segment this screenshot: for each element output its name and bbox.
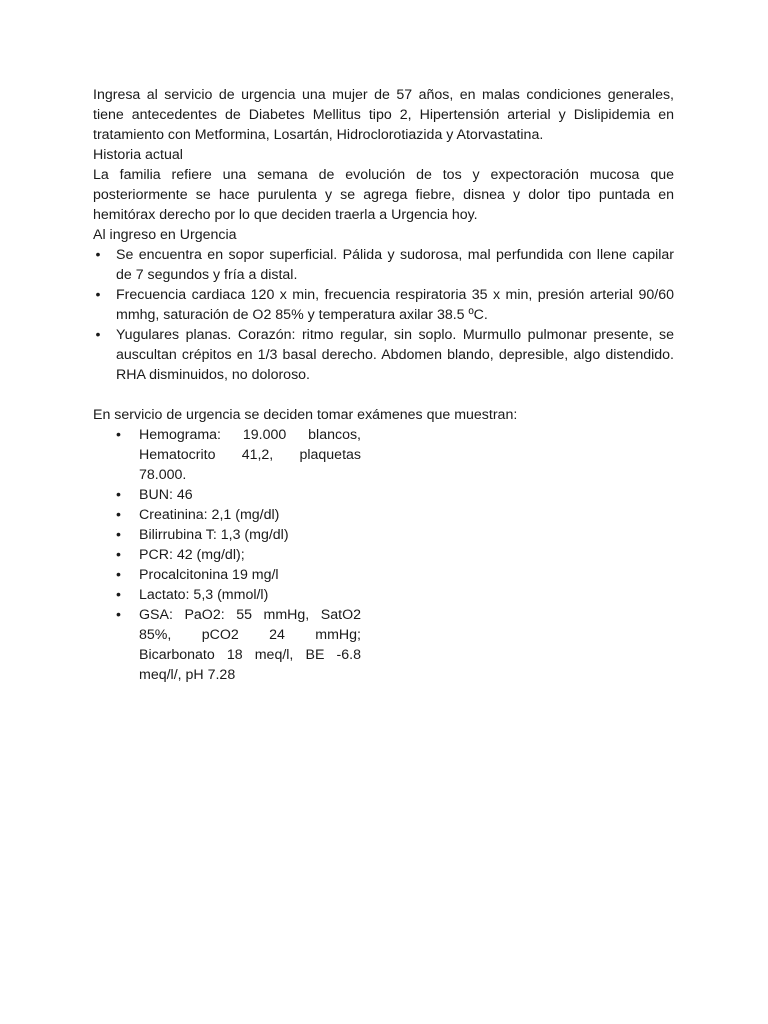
admission-list: [93, 245, 674, 385]
bullet-icon: •: [116, 567, 121, 583]
list-item: [116, 545, 361, 565]
gsa-line: 85%, pCO2 24 mmHg;: [139, 627, 361, 643]
history-heading: Historia actual: [93, 147, 183, 163]
exams-list: [93, 425, 361, 685]
history-paragraph: La familia refiere una semana de evolución de tos y expectoración mucosa que posteriormente se hace purulenta y se agrega fiebre, disnea y dolor tipo puntada en hemitórax derecho por lo que deciden traerla a Urgencia hoy.: [93, 167, 674, 223]
list-item-text: Bilirrubina T: 1,3 (mg/dl): [139, 527, 289, 543]
list-item-hemograma: [116, 425, 361, 485]
hemograma-line: Hematocrito 41,2, plaquetas: [139, 447, 361, 463]
list-item: [116, 525, 361, 545]
bullet-icon: •: [116, 507, 121, 523]
list-item-text: Frecuencia cardiaca 120 x min, frecuencia respiratoria 35 x min, presión arterial 90/60 mmhg, saturación de O2 85% y temperatura axilar 38.5 ºC.: [116, 287, 674, 323]
hemograma-line: 78.000.: [139, 467, 187, 483]
gsa-line: GSA: PaO2: 55 mmHg, SatO2: [139, 607, 361, 623]
list-item-text: PCR: 42 (mg/dl);: [139, 547, 245, 563]
bullet-icon: •: [116, 607, 121, 623]
list-item-gsa: [116, 605, 361, 685]
exams-heading: En servicio de urgencia se deciden tomar exámenes que muestran:: [93, 407, 518, 423]
bullet-icon: •: [116, 427, 121, 443]
bullet-icon: •: [95, 247, 101, 263]
admission-heading: Al ingreso en Urgencia: [93, 227, 237, 243]
list-item-text: Procalcitonina 19 mg/l: [139, 567, 279, 583]
list-item: [93, 325, 674, 385]
list-item-text: Se encuentra en sopor superficial. Pálida y sudorosa, mal perfundida con llene capilar de 7 segundos y fría a distal.: [116, 247, 674, 283]
list-item-text: Lactato: 5,3 (mmol/l): [139, 587, 269, 603]
document-page: [93, 85, 674, 685]
list-item: [93, 245, 674, 285]
list-item: [93, 285, 674, 325]
list-item: [116, 565, 361, 585]
intro-paragraph: Ingresa al servicio de urgencia una mujer de 57 años, en malas condiciones generales, tiene antecedentes de Diabetes Mellitus tipo 2, Hipertensión arterial y Dislipidemia en tratamiento con Metformina, Losartán, Hidroclorotiazida y Atorvastatina.: [93, 87, 674, 143]
list-item: [116, 505, 361, 525]
bullet-icon: •: [116, 587, 121, 603]
list-item-text: BUN: 46: [139, 487, 193, 503]
list-item-text: Yugulares planas. Corazón: ritmo regular, sin soplo. Murmullo pulmonar presente, se auscultan crépitos en 1/3 basal derecho. Abdomen blando, depresible, algo distendido. RHA disminuidos, no doloroso.: [116, 327, 674, 383]
hemograma-line: Hemograma: 19.000 blancos,: [139, 427, 361, 443]
gsa-line: Bicarbonato 18 meq/l, BE -6.8: [139, 647, 361, 663]
bullet-icon: •: [116, 527, 121, 543]
list-item: [116, 485, 361, 505]
bullet-icon: •: [95, 287, 101, 303]
bullet-icon: •: [95, 327, 101, 343]
list-item-text: Creatinina: 2,1 (mg/dl): [139, 507, 280, 523]
bullet-icon: •: [116, 487, 121, 503]
list-item: [116, 585, 361, 605]
bullet-icon: •: [116, 547, 121, 563]
paragraph-gap: [93, 385, 674, 405]
gsa-line: meq/l/, pH 7.28: [139, 667, 236, 683]
